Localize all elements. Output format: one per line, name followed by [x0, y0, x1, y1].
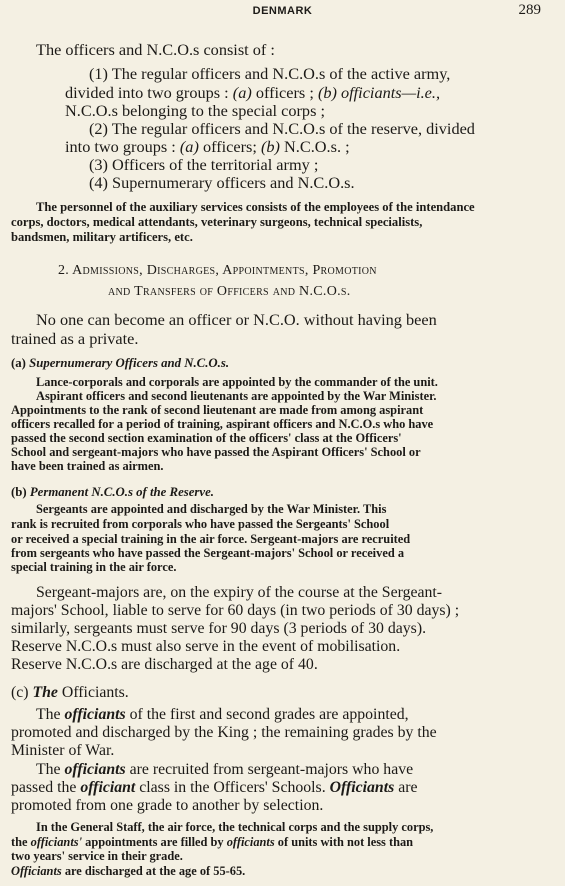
- general-staff-line: the officiants' appointments are filled by officiants of units with not less than: [11, 835, 414, 849]
- sergeant-majors-line: similarly, sergeants must serve for 90 days (3 periods of 30 days).: [11, 620, 427, 637]
- sergeant-majors-line: Sergeant-majors are, on the expiry of the course at the Sergeant-: [36, 584, 443, 601]
- item-4: (4) Supernumerary officers and N.C.O.s.: [89, 173, 355, 192]
- personnel-line-2: corps, doctors, medical attendants, veterinary surgeons, technical specialists,: [11, 215, 423, 229]
- sub-a-line: Aspirant officers and second lieutenants are appointed by the War Minister.: [36, 389, 437, 403]
- general-staff-line: two years' service in their grade.: [11, 849, 183, 863]
- sub-b-line: or received a special training in the air force. Sergeant-majors are recruited: [11, 532, 411, 546]
- sub-b-line: rank is recruited from corporals who have passed the Sergeants' School: [11, 517, 390, 531]
- sergeant-majors-line: majors' School, liable to serve for 60 days (in two periods of 30 days) ;: [11, 602, 460, 619]
- running-header: DENMARK: [252, 5, 313, 17]
- officiants-line: Minister of War.: [11, 742, 115, 759]
- subsection-a-heading: (a) Supernumerary Officers and N.C.O.s.: [11, 356, 230, 370]
- subsection-b-heading: (b) Permanent N.C.O.s of the Reserve.: [11, 485, 214, 499]
- subsection-c-heading: (c) The Officiants.: [11, 684, 129, 701]
- sub-a-line: passed the second section examination of the officers' class at the Officers': [11, 431, 402, 445]
- item-1-line-2: divided into two groups : (a) officers ; (b) officiants—i.e.,: [65, 83, 441, 102]
- sergeant-majors-line: Reserve N.C.O.s are discharged at the age of 40.: [11, 656, 318, 673]
- officiants-line: The officiants of the first and second grades are appointed,: [36, 706, 409, 723]
- page-number: 289: [518, 2, 541, 18]
- sub-b-line: from sergeants who have passed the Sergeant-majors' School or received a: [11, 546, 405, 560]
- discharge-age-line: Officiants are discharged at the age of 55-65.: [11, 864, 246, 878]
- item-2-line-1: (2) The regular officers and N.C.O.s of the reserve, divided: [89, 119, 475, 138]
- intro2-line-1: No one can become an officer or N.C.O. without having been: [36, 310, 437, 329]
- sub-a-line: Appointments to the rank of second lieutenant are made from among aspirant: [11, 403, 424, 417]
- sub-b-line: Sergeants are appointed and discharged by the War Minister. This: [36, 502, 387, 516]
- intro2-line-2: trained as a private.: [11, 329, 139, 348]
- officiants-line: promoted from one grade to another by selection.: [11, 797, 324, 814]
- officiants-line: passed the officiant class in the Officers' Schools. Officiants are: [11, 779, 418, 796]
- sub-a-line: officers recalled for a period of training, aspirant officers and N.C.O.s who have: [11, 417, 434, 431]
- section-heading-line-2: and Transfers of Officers and N.C.O.s.: [108, 284, 351, 299]
- general-staff-line: In the General Staff, the air force, the technical corps and the supply corps,: [36, 820, 434, 834]
- sub-b-line: special training in the air force.: [11, 560, 177, 574]
- officiants-line: promoted and discharged by the King ; the remaining grades by the: [11, 724, 437, 741]
- sergeant-majors-line: Reserve N.C.O.s must also serve in the event of mobilisation.: [11, 638, 401, 655]
- item-2-line-2: into two groups : (a) officers; (b) N.C.O.s. ;: [65, 137, 350, 156]
- intro-line: The officers and N.C.O.s consist of :: [36, 40, 275, 59]
- sub-a-line: School and sergeant-majors who have passed the Aspirant Officers' School or: [11, 445, 421, 459]
- item-3: (3) Officers of the territorial army ;: [89, 155, 319, 174]
- item-1-line-1: (1) The regular officers and N.C.O.s of the active army,: [89, 64, 451, 83]
- sub-a-line: have been trained as airmen.: [11, 459, 164, 473]
- item-1-line-3: N.C.O.s belonging to the special corps ;: [65, 101, 326, 120]
- personnel-line-1: The personnel of the auxiliary services consists of the employees of the intendance: [36, 200, 475, 214]
- officiants-line: The officiants are recruited from sergeant-majors who have: [36, 761, 414, 778]
- section-heading-line-1: 2. Admissions, Discharges, Appointments, Promotion: [58, 263, 377, 278]
- personnel-line-3: bandsmen, military artificers, etc.: [11, 230, 193, 244]
- sub-a-line: Lance-corporals and corporals are appointed by the commander of the unit.: [36, 375, 438, 389]
